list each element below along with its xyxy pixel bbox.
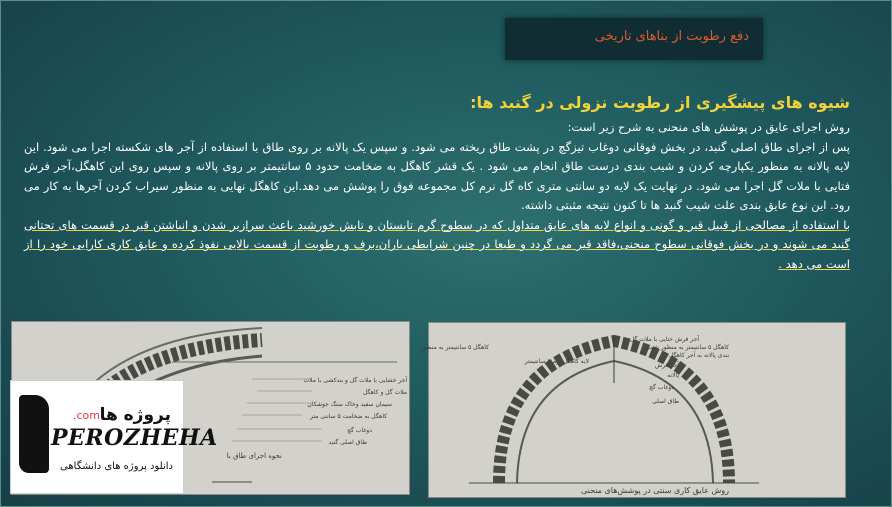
paragraph-method: پس از اجرای طاق اصلی گنبد، در بخش فوقانی دوغاب تیزگچ در پشت طاق ریخته می شود. و سپس یک پالانه بر روی طاق با استفاده از آجر های شکسته اجرا می شود. این لایه پالانه به منظور یکپارچه کردن و شیب بندی درست طاق انجام می شود . یک قشر کاهگل به ضخامت حدود ۵ سانتیمتر بر روی پالانه و سپس روی این کاهگل،آجر فرش فتایی با ملات گل اجرا می شود. در نهایت یک لایه دو سانتی متری کاه گل نرم کل مجموعه فوق را پوشش می دهد.این کاهگل نهایی به منظور سیراب کردن آجرها به کار می رود. این نوع عایق بندی علت شیب گنبد ها تا کنون نتیجه مثبتی داشته. <box>24 139 850 212</box>
right-label-6: دوغاب گچ <box>649 384 674 391</box>
figure-dome-right <box>420 322 846 498</box>
left-label-3: سیمان سفید وخاک سنگ جوشکان <box>307 401 392 408</box>
right-label-1: آجر فرش ختایی با ملات گل <box>629 336 699 343</box>
left-label-2: ملات گل و کاهگل <box>362 389 407 396</box>
left-label-6: طاق اصلی گنبد <box>328 439 367 446</box>
right-label-2: کاهگل ۵ سانتیمتر به منظور شیب <box>646 344 729 351</box>
logo-brush-mark <box>19 395 49 473</box>
paragraph-bitumen: با استفاده از مصالحی از قبیل قیر و گونی و انواع لایه های عایق متداول که در سطوح گرم تابستان و تابش خورشید باعث سرازیر شدن و انباشتن قیر در قسمت های تحتانی گنبد می شوند و در بخش فوقانی سطوح منحنی،فاقد قیر می گردد و طبعا در چنین شرایطی باران،برف و رطوبت از قسمت بالایی نفوذ کرده و عایق کاری کارایی خود را از است می دهد . <box>24 217 850 271</box>
slide-title: دفع رطوبت از بناهای تاریخی <box>594 29 749 44</box>
right-side-label-center: لایه کاهگل نرم ۲ سانتیمتر <box>524 358 589 365</box>
right-label-5: پالانه <box>667 372 679 379</box>
right-label-3: بندی پالانه به آجر کاهگل <box>668 352 729 359</box>
paragraph-intro: روش اجرای عایق در پوشش های منحنی به شرح زیر است: <box>567 120 850 134</box>
logo-en: PEROZHEHA <box>51 425 218 451</box>
logo-fa: پروژه ها <box>99 405 171 425</box>
right-side-label-left: کاهگل ۵ سانتیمتر به منظور <box>420 344 489 351</box>
logo-com: .com <box>73 409 100 422</box>
left-label-4: کاهگل به ضخامت ۵ سانتی متر <box>310 413 387 420</box>
logo-sub: دانلود پروژه های دانشگاهی <box>60 461 173 472</box>
left-labels <box>227 375 408 460</box>
left-caption: نحوه اجرای طاق با <box>226 452 282 460</box>
section-heading: شیوه های پیشگیری از رطوبت نزولی در گنبد ها: <box>470 93 850 112</box>
body-text <box>24 118 850 274</box>
right-caption: روش عایق کاری سنتی در پوشش‌های منحنی <box>581 486 729 495</box>
perozheha-logo <box>10 380 218 494</box>
right-label-7: طاق اصلی <box>652 398 679 405</box>
title-bar <box>505 18 763 60</box>
right-label-4: آجر فرش <box>654 362 679 369</box>
left-label-1: آجر خشایی با ملات گل و بندکشی با ملات <box>303 377 407 384</box>
left-label-5: دوغاب گچ <box>347 427 372 434</box>
right-labels <box>420 334 729 495</box>
dome-section-drawing-right <box>420 323 845 497</box>
